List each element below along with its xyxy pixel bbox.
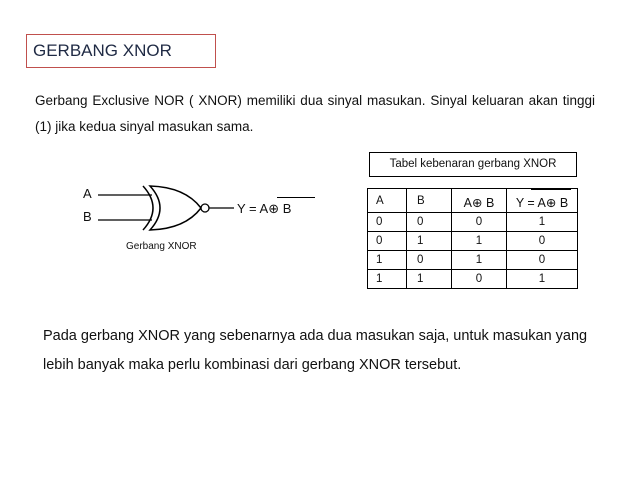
- table-row: [368, 270, 578, 289]
- cell-y: 1: [507, 270, 578, 289]
- header-xor: [452, 189, 507, 213]
- truth-table-caption: Tabel kebenaran gerbang XNOR: [369, 152, 577, 177]
- header-y-overline: [531, 189, 571, 190]
- intro-paragraph: Gerbang Exclusive NOR ( XNOR) memiliki dua sinyal masukan. Sinyal keluaran akan tinggi (1) jika kedua sinyal masukan sama.: [35, 93, 595, 134]
- cell-a: 0: [368, 213, 407, 232]
- header-xor-symbol: ⊕: [472, 195, 483, 210]
- footer-paragraph: Pada gerbang XNOR yang sebenarnya ada dua masukan saja, untuk masukan yang lebih banyak maka perlu kombinasi dari gerbang XNOR tersebut.: [43, 328, 588, 373]
- cell-y: 1: [507, 213, 578, 232]
- cell-xor: 0: [452, 270, 507, 289]
- page-title: GERBANG XNOR: [26, 34, 216, 68]
- header-y-b: B: [556, 195, 569, 210]
- truth-table: [367, 188, 578, 289]
- cell-b: 0: [407, 251, 452, 270]
- header-xor-b: B: [482, 195, 495, 210]
- table-row: [368, 232, 578, 251]
- header-y-prefix: Y = A: [515, 195, 546, 210]
- cell-b: 0: [407, 213, 452, 232]
- output-expression: [237, 201, 291, 217]
- table-row: [368, 251, 578, 270]
- gate-caption: Gerbang XNOR: [126, 241, 197, 252]
- output-suffix: B: [279, 201, 292, 216]
- header-xor-a: A: [463, 195, 473, 210]
- cell-y: 0: [507, 232, 578, 251]
- header-a: A: [368, 189, 407, 213]
- cell-a: 1: [368, 270, 407, 289]
- cell-y: 0: [507, 251, 578, 270]
- header-y-symbol: ⊕: [545, 195, 557, 210]
- cell-xor: 0: [452, 213, 507, 232]
- header-b: B: [407, 189, 452, 213]
- cell-xor: 1: [452, 251, 507, 270]
- cell-a: 0: [368, 232, 407, 251]
- table-header-row: [368, 189, 578, 213]
- cell-b: 1: [407, 270, 452, 289]
- input-b-label: B: [83, 209, 92, 224]
- table-row: [368, 213, 578, 232]
- output-prefix: Y = A: [237, 201, 269, 216]
- cell-xor: 1: [452, 232, 507, 251]
- xor-symbol: ⊕: [268, 201, 280, 216]
- header-y: [507, 189, 578, 213]
- cell-b: 1: [407, 232, 452, 251]
- cell-a: 1: [368, 251, 407, 270]
- input-a-label: A: [83, 186, 92, 201]
- output-overline: [277, 197, 315, 198]
